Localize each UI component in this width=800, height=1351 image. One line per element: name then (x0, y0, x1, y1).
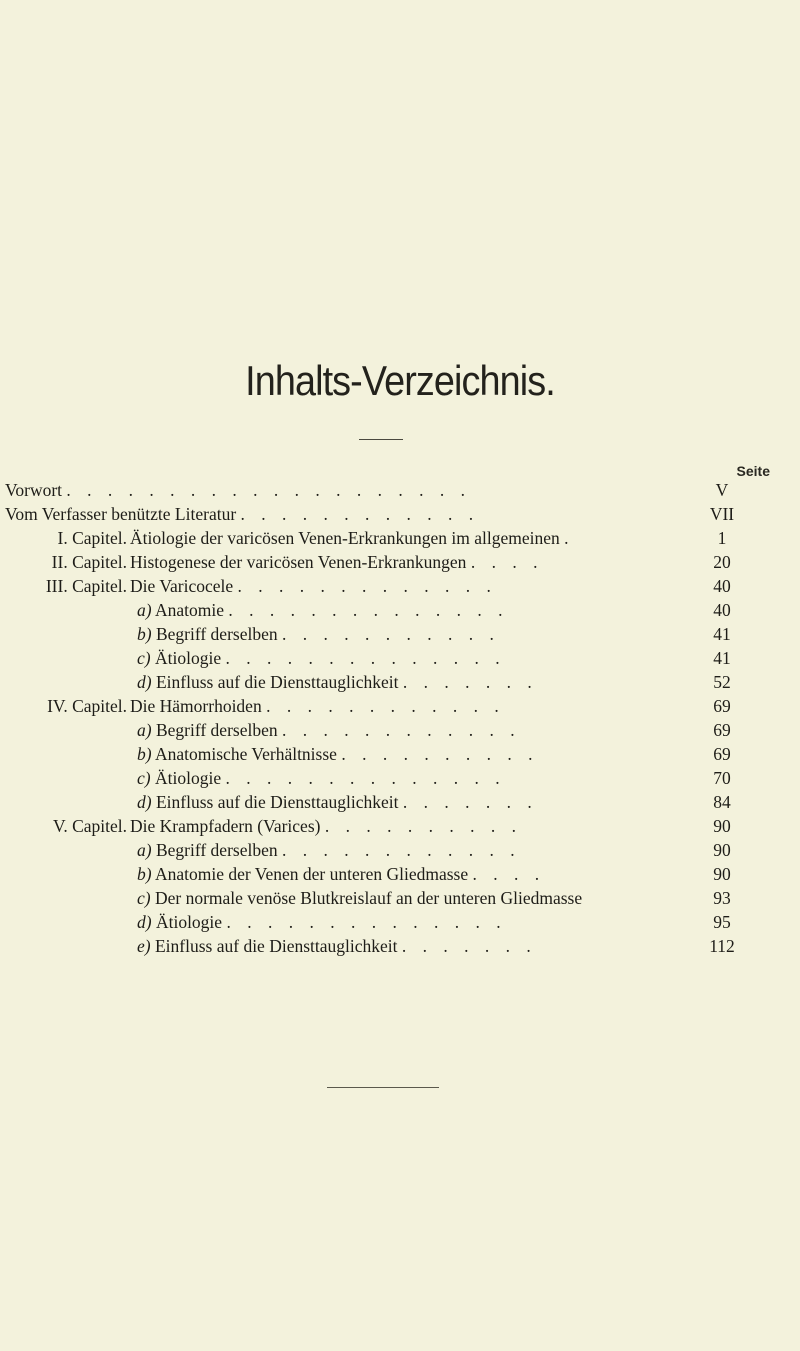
page-number: 40 (713, 576, 731, 596)
toc-entry (0, 479, 800, 502)
page-title: Inhalts-Verzeichnis. (245, 357, 555, 404)
entry-title (130, 815, 680, 838)
toc-entry (0, 743, 800, 766)
entry-text: Ätiologie (154, 768, 222, 788)
entry-letter: a) (137, 600, 152, 620)
leader-dots: . . . . . . . (402, 672, 538, 692)
entry-title (137, 863, 680, 886)
leader-dots: . . . . . . . . . . (341, 744, 539, 764)
entry-text: Anatomie (155, 600, 225, 620)
page-number: 93 (713, 888, 731, 908)
entry-text: Anatomie der Venen der unteren Gliedmasse (155, 864, 469, 884)
leader-dots: . (564, 528, 575, 548)
chapter-number: III. Capitel. (45, 576, 127, 596)
leader-dots: . . . . . . . . . . . . (281, 720, 521, 740)
entry-letter: a) (137, 840, 152, 860)
entry-text: Einfluss auf die Diensttauglichkeit (155, 792, 399, 812)
page-column-label: Seite (736, 463, 770, 479)
entry-text: Einfluss auf die Diensttauglichkeit (154, 936, 398, 956)
page-number: VII (709, 504, 735, 524)
entry-text: Anatomische Verhältnisse (155, 744, 337, 764)
entry-text: Vom Verfasser benützte Literatur (5, 504, 237, 524)
entry-title (5, 479, 680, 502)
page-number: 1 (717, 528, 727, 548)
entry-letter: e) (137, 936, 151, 956)
entry-text: Begriff derselben (155, 624, 278, 644)
entry-letter: b) (137, 864, 152, 884)
chapter-number: I. Capitel. (57, 528, 127, 548)
entry-text: Begriff derselben (155, 840, 278, 860)
toc-entry (0, 527, 800, 550)
leader-dots: . . . . . . . (401, 936, 537, 956)
toc-entry (0, 503, 800, 526)
leader-dots: . . . . . . . . . . (324, 816, 522, 836)
leader-dots: . . . . . . . . . . . . (240, 504, 480, 524)
entry-title (137, 647, 680, 670)
leader-dots: . . . . . . . . . . . . (266, 696, 505, 716)
entry-letter: c) (137, 888, 151, 908)
chapter-number: V. Capitel. (52, 816, 127, 836)
entry-title (137, 935, 680, 958)
toc-entry (0, 863, 800, 886)
entry-text: Ätiologie (154, 648, 222, 668)
leader-dots: . . . . . . . . . . . . . . (225, 648, 506, 668)
entry-text: Ätiologie der varicösen Venen-Erkrankungen im allgemeinen (130, 528, 560, 548)
entry-title (137, 671, 680, 694)
entry-title (137, 623, 680, 646)
page-number: 112 (709, 936, 735, 956)
entry-text: Der normale venöse Blutkreislauf an der unteren Gliedmasse (154, 888, 583, 908)
entry-letter: b) (137, 744, 152, 764)
entry-title (137, 767, 680, 790)
toc-entry (0, 599, 800, 622)
page-number: 90 (713, 864, 731, 884)
page-number: 70 (713, 768, 731, 788)
toc-entry (0, 791, 800, 814)
toc-entry (0, 695, 800, 718)
entry-letter: c) (137, 768, 151, 788)
toc-entry (0, 551, 800, 574)
toc-entry (0, 887, 800, 910)
page-number: 20 (713, 552, 731, 572)
entry-text: Einfluss auf die Diensttauglichkeit (155, 672, 399, 692)
leader-dots: . . . . . . . . . . . (281, 624, 500, 644)
toc-entry (0, 575, 800, 598)
toc-entry (0, 719, 800, 742)
entry-title (137, 719, 680, 742)
page-number: 90 (713, 816, 731, 836)
entry-letter: c) (137, 648, 151, 668)
page-number: V (715, 480, 729, 500)
toc-entry (0, 671, 800, 694)
page-number: 41 (713, 648, 731, 668)
entry-letter: d) (137, 912, 152, 932)
entry-title (130, 695, 680, 718)
entry-title (130, 575, 680, 598)
page-number: 90 (713, 840, 731, 860)
toc-entry (0, 815, 800, 838)
leader-dots: . . . . . . . . . . . . (281, 840, 521, 860)
entry-title (130, 527, 680, 550)
entry-text: Die Hämorrhoiden (130, 696, 262, 716)
leader-dots: . . . . . . . . . . . . . (237, 576, 497, 596)
entry-title (137, 839, 680, 862)
page-number: 69 (713, 744, 731, 764)
leader-dots: . . . . (470, 552, 544, 572)
title-divider (359, 439, 403, 440)
entry-text: Histogenese der varicösen Venen-Erkrankungen (130, 552, 467, 572)
leader-dots: . . . . . . . . . . . . . . (226, 912, 507, 932)
page-number: 84 (713, 792, 731, 812)
leader-dots: . . . . . . . . . . . . . . (225, 768, 506, 788)
leader-dots: . . . . . . . . . . . . . . . . . . . . (66, 480, 472, 500)
entry-title (130, 551, 680, 574)
entry-letter: b) (137, 624, 152, 644)
toc-entry (0, 911, 800, 934)
entry-text: Begriff derselben (155, 720, 278, 740)
entry-title (137, 887, 680, 910)
page-number: 69 (713, 720, 731, 740)
page-number: 69 (713, 696, 731, 716)
page-number: 52 (713, 672, 731, 692)
page-number: 40 (713, 600, 731, 620)
leader-dots: . . . . (472, 864, 546, 884)
leader-dots: . . . . . . . (402, 792, 538, 812)
toc-entry (0, 767, 800, 790)
entry-text: Vorwort (5, 480, 63, 500)
entry-title (137, 911, 680, 934)
toc-entry (0, 623, 800, 646)
toc-entry (0, 647, 800, 670)
entry-title (137, 599, 680, 622)
entry-title (137, 743, 680, 766)
entry-text: Die Krampfadern (Varices) (130, 816, 321, 836)
entry-text: Ätiologie (155, 912, 223, 932)
page-number: 95 (713, 912, 731, 932)
entry-title (5, 503, 680, 526)
entry-letter: a) (137, 720, 152, 740)
entry-text: Die Varicocele (130, 576, 234, 596)
entry-title (137, 791, 680, 814)
entry-letter: d) (137, 792, 152, 812)
entry-letter: d) (137, 672, 152, 692)
page-number: 41 (713, 624, 731, 644)
chapter-number: IV. Capitel. (47, 696, 127, 716)
bottom-divider (327, 1087, 439, 1088)
chapter-number: II. Capitel. (51, 552, 127, 572)
toc-entry (0, 839, 800, 862)
toc-entry (0, 935, 800, 958)
leader-dots: . . . . . . . . . . . . . . (228, 600, 509, 620)
